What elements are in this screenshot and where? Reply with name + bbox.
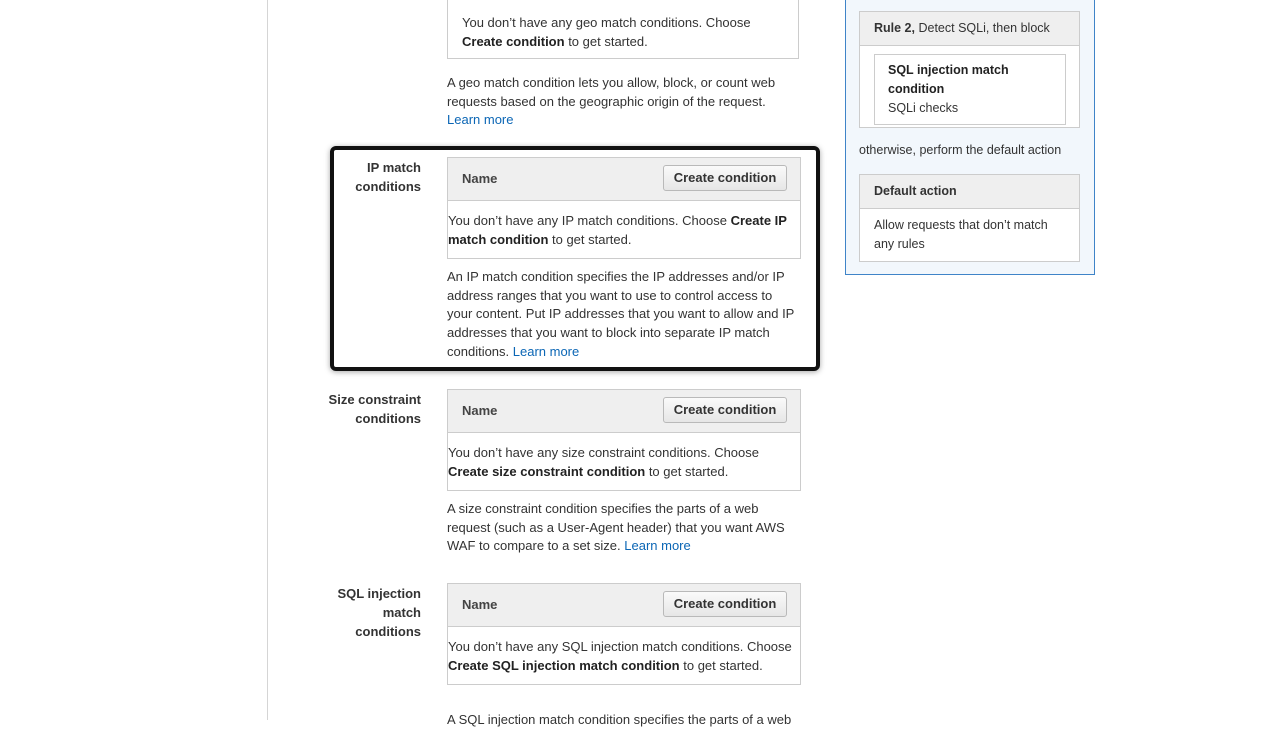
- ip-match-section-label: IP match conditions: [355, 160, 421, 194]
- sql-injection-table-header: [448, 584, 800, 627]
- ip-empty-message: You don’t have any IP match conditions. Choose Create IP match condition to get started.: [448, 213, 787, 247]
- create-size-condition-button[interactable]: Create condition: [663, 397, 787, 423]
- rule-card: [859, 11, 1080, 128]
- name-column-header: Name: [462, 403, 498, 418]
- sql-description: A SQL injection match condition specifies the parts of a web: [447, 712, 792, 727]
- geo-learn-more-link[interactable]: Learn more: [447, 112, 514, 128]
- ip-learn-more-link[interactable]: Learn more: [512, 343, 580, 359]
- default-action-body: Allow requests that don’t match any rules: [874, 218, 1048, 251]
- size-description: A size constraint condition specifies the parts of a web request (such as a User-Agent header) that you want AWS WAF to compare to a set size. Learn more: [447, 501, 785, 554]
- rule-card-header: Rule 2, Detect SQLi, then block: [860, 12, 1079, 46]
- sql-injection-table: [447, 583, 801, 685]
- content-left-divider: [267, 0, 268, 720]
- size-learn-more-link[interactable]: Learn more: [624, 538, 691, 554]
- ip-match-highlight-frame: [330, 146, 820, 371]
- ip-description: An IP match condition specifies the IP addresses and/or IP address ranges that you want to use to control access to your content. Put IP addresses that you want to allow and IP addresses that you want to block into separate IP match conditions. Learn more: [447, 269, 795, 359]
- geo-description: A geo match condition lets you allow, block, or count web requests based on the geographic origin of the request. Learn more: [447, 75, 776, 128]
- geo-empty-message: You don’t have any geo match conditions. Choose Create condition to get started.: [462, 15, 751, 49]
- sql-empty-message: You don’t have any SQL injection match conditions. Choose Create SQL injection match condition to get started.: [448, 639, 792, 673]
- name-column-header: Name: [462, 597, 498, 612]
- size-constraint-section-label: Size constraint conditions: [328, 392, 421, 426]
- geo-match-table-body: [447, 0, 799, 59]
- web-acl-summary-panel: [845, 0, 1095, 275]
- size-constraint-table: [447, 389, 801, 491]
- default-action-header: Default action: [860, 175, 1079, 209]
- sql-injection-section-label: SQL injection match conditions: [337, 586, 421, 639]
- rule-condition-name: SQLi checks: [888, 101, 959, 115]
- create-ip-condition-button[interactable]: Create condition: [663, 165, 787, 191]
- otherwise-text: otherwise, perform the default action: [859, 143, 1062, 157]
- name-column-header: Name: [462, 171, 498, 186]
- default-action-card: [859, 174, 1080, 262]
- rule-condition-type: SQL injection match condition: [888, 63, 1009, 96]
- create-sql-condition-button[interactable]: Create condition: [663, 591, 787, 617]
- size-constraint-table-header: [448, 390, 800, 433]
- size-empty-message: You don’t have any size constraint conditions. Choose Create size constraint condition to get started.: [448, 445, 759, 479]
- rule-condition-box: [874, 54, 1066, 125]
